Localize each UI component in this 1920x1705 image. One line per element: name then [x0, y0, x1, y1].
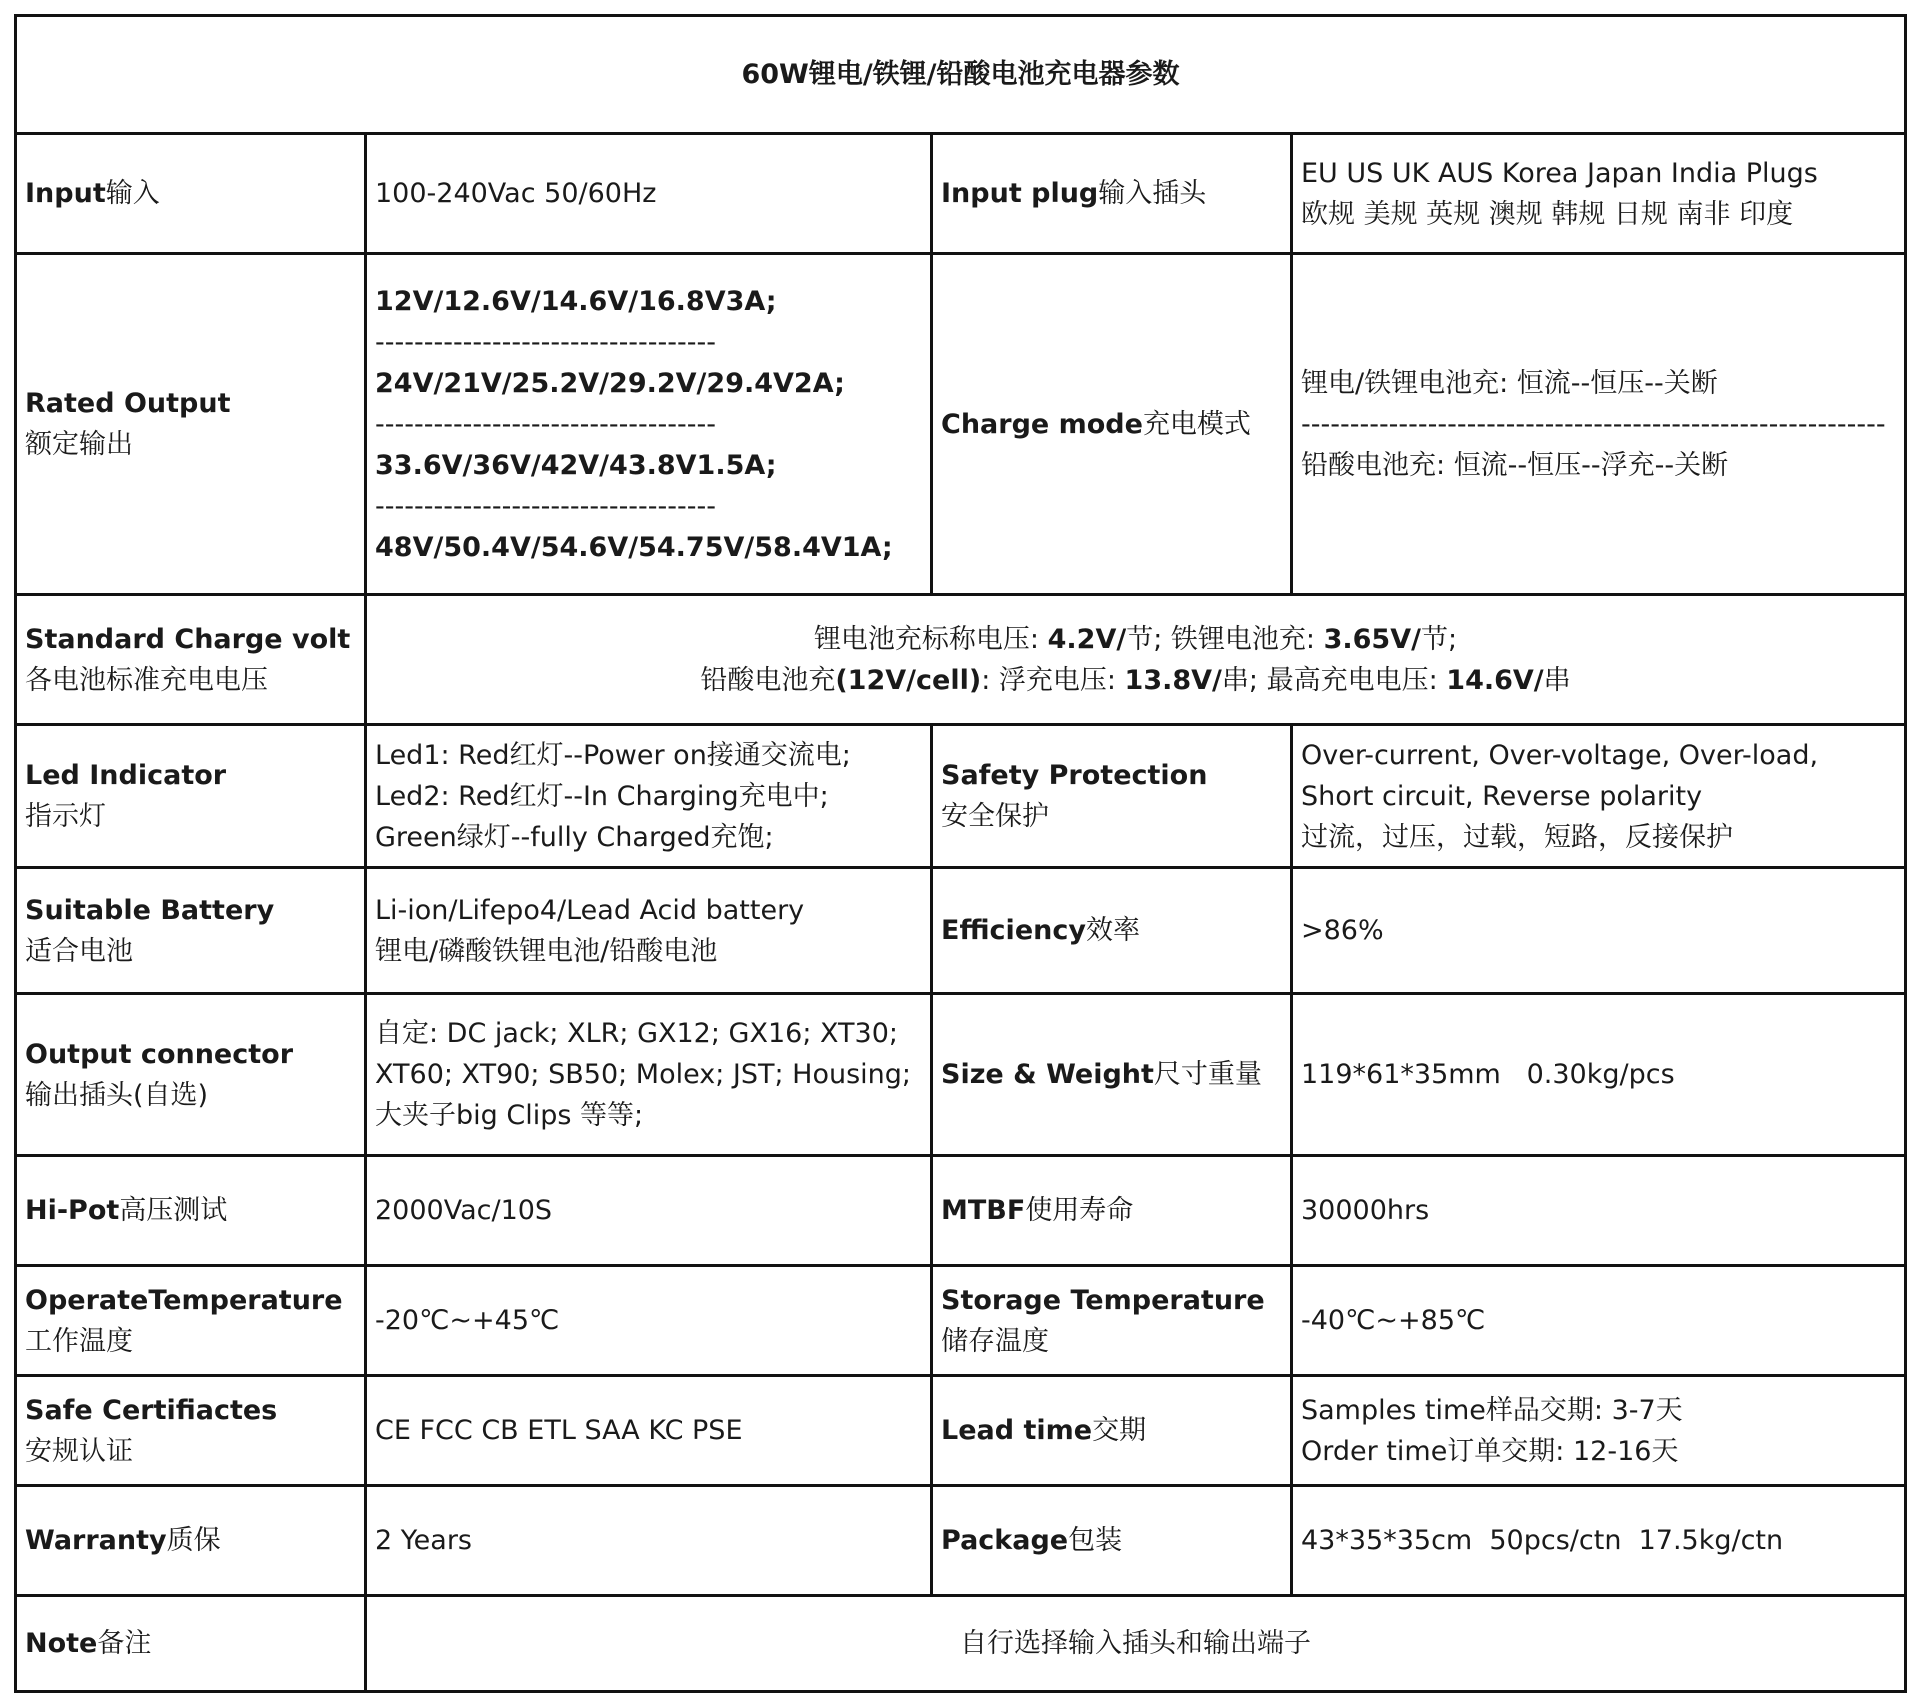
safety-label-cn: 安全保护 [941, 801, 1049, 832]
hipot-label-en: Hi-Pot [25, 1195, 120, 1226]
spec-table [14, 14, 1907, 1693]
led-line: Led2: Red红灯--In Charging充电中; [375, 780, 829, 812]
title-row [16, 16, 1906, 134]
led-value [366, 725, 932, 868]
led-label-en: Led Indicator [25, 760, 227, 791]
package-label [932, 1486, 1292, 1596]
operate-temp-label-en: OperateTemperature [25, 1284, 343, 1316]
std-value: 14.6V/ [1446, 664, 1544, 696]
cert-label-cn: 安规认证 [25, 1435, 133, 1467]
connector-value [366, 994, 932, 1156]
std-text: 铅酸电池充 [700, 664, 836, 696]
std-value: 3.65V/ [1323, 623, 1421, 655]
battery-label-en: Suitable Battery [25, 894, 275, 926]
input-value: 100-240Vac 50/60Hz [366, 134, 932, 254]
mtbf-label-cn: 使用寿命 [1025, 1195, 1134, 1226]
battery-line: 锂电/磷酸铁锂电池/铅酸电池 [375, 935, 718, 967]
std-text: 节; 铁锂电池充: [1126, 623, 1324, 655]
charge-mode-label-en: Charge mode [941, 408, 1143, 440]
size-label-en: Size & Weight [941, 1059, 1154, 1090]
std-text: : 浮充电压: [981, 664, 1125, 696]
spec-sheet [14, 14, 1904, 1689]
std-text: 节; [1420, 623, 1458, 655]
operate-temp-value: -20℃~+45℃ [366, 1266, 932, 1376]
charge-mode-prefix: 铅酸电池充: [1301, 449, 1454, 481]
storage-temp-label-cn: 储存温度 [941, 1325, 1049, 1357]
rated-output-divider: ----------------------------------- [375, 408, 716, 440]
std-text: 锂电池充标称电压: [813, 623, 1048, 655]
efficiency-label [932, 868, 1292, 994]
operate-temp-label-cn: 工作温度 [25, 1325, 133, 1357]
cert-label-en: Safe Certifiactes [25, 1394, 278, 1426]
charge-mode-line [1301, 445, 1896, 486]
efficiency-label-cn: 效率 [1085, 915, 1140, 946]
std-value: 13.8V/ [1124, 664, 1222, 696]
standard-charge-label-en: Standard Charge volt [25, 623, 351, 655]
row-hipot [16, 1156, 1906, 1266]
storage-temp-value: -40℃~+85℃ [1292, 1266, 1906, 1376]
row-warranty [16, 1486, 1906, 1596]
storage-temp-label-en: Storage Temperature [941, 1284, 1265, 1316]
row-connector [16, 994, 1906, 1156]
input-plug-label [932, 134, 1292, 254]
lead-time-line: Order time订单交期: 12-16天 [1301, 1435, 1679, 1467]
hipot-value: 2000Vac/10S [366, 1156, 932, 1266]
charge-mode-prefix: 锂电/铁锂电池充: [1301, 367, 1517, 399]
input-plug-line: 欧规 美规 英规 澳规 韩规 日规 南非 印度 [1301, 198, 1794, 230]
rated-output-line: 48V/50.4V/54.6V/54.75V/58.4V1A; [375, 531, 893, 563]
rated-output-label [16, 254, 366, 595]
note-label [16, 1596, 366, 1692]
hipot-label-cn: 高压测试 [119, 1195, 228, 1226]
package-value: 43*35*35cm 50pcs/ctn 17.5kg/ctn [1292, 1486, 1906, 1596]
safety-line: 过流，过压，过载，短路，反接保护 [1301, 821, 1733, 853]
note-label-cn: 备注 [97, 1628, 152, 1659]
note-label-en: Note [25, 1628, 98, 1659]
input-plug-line: EU US UK AUS Korea Japan India Plugs [1301, 157, 1818, 189]
hipot-label [16, 1156, 366, 1266]
charge-mode-line [1301, 363, 1896, 404]
charge-mode-label-cn: 充电模式 [1142, 408, 1251, 440]
connector-label-cn: 输出插头(自选) [25, 1079, 209, 1111]
row-standard-charge [16, 595, 1906, 725]
lead-time-label-cn: 交期 [1092, 1415, 1147, 1446]
rated-output-divider: ----------------------------------- [375, 490, 716, 522]
lead-time-value [1292, 1376, 1906, 1486]
input-plug-label-en: Input plug [941, 178, 1099, 209]
charge-mode-steps: 恒流--恒压--关断 [1516, 367, 1718, 399]
input-plug-label-cn: 输入插头 [1098, 178, 1207, 209]
lead-time-line: Samples time样品交期: 3-7天 [1301, 1394, 1683, 1426]
mtbf-label-en: MTBF [941, 1195, 1026, 1226]
charge-mode-label [932, 254, 1292, 595]
mtbf-label [932, 1156, 1292, 1266]
led-label-cn: 指示灯 [25, 801, 106, 832]
standard-charge-value [366, 595, 1906, 725]
rated-output-line: 33.6V/36V/42V/43.8V1.5A; [375, 449, 777, 481]
safety-line: Short circuit, Reverse polarity [1301, 780, 1703, 812]
battery-line: Li-ion/Lifepo4/Lead Acid battery [375, 894, 805, 926]
std-value: 4.2V/ [1047, 623, 1127, 655]
safety-line: Over-current, Over-voltage, Over-load, [1301, 739, 1819, 771]
lead-time-label-en: Lead time [941, 1415, 1093, 1446]
battery-value [366, 868, 932, 994]
charge-mode-steps: 恒流--恒压--浮充--关断 [1453, 449, 1729, 481]
row-battery [16, 868, 1906, 994]
std-text: 串 [1543, 664, 1571, 696]
size-value: 119*61*35mm 0.30kg/pcs [1292, 994, 1906, 1156]
charge-mode-divider: ------------------------------------------------------------ [1301, 408, 1886, 440]
input-label [16, 134, 366, 254]
led-label [16, 725, 366, 868]
row-temperature [16, 1266, 1906, 1376]
input-plug-value [1292, 134, 1906, 254]
package-label-cn: 包装 [1068, 1525, 1123, 1556]
battery-label [16, 868, 366, 994]
rated-output-value [366, 254, 932, 595]
std-value: (12V/cell) [835, 664, 982, 696]
efficiency-label-en: Efficiency [941, 915, 1086, 946]
connector-label [16, 994, 366, 1156]
rated-output-divider: ----------------------------------- [375, 326, 716, 358]
size-label [932, 994, 1292, 1156]
rated-output-label-en: Rated Output [25, 388, 231, 419]
mtbf-value: 30000hrs [1292, 1156, 1906, 1266]
note-value: 自行选择输入插头和输出端子 [366, 1596, 1906, 1692]
warranty-value: 2 Years [366, 1486, 932, 1596]
std-text: 串; 最高充电电压: [1221, 664, 1447, 696]
led-line: Led1: Red红灯--Power on接通交流电; [375, 739, 851, 771]
rated-output-line: 24V/21V/25.2V/29.2V/29.4V2A; [375, 367, 845, 399]
cert-label [16, 1376, 366, 1486]
safety-value [1292, 725, 1906, 868]
row-cert [16, 1376, 1906, 1486]
row-led [16, 725, 1906, 868]
row-input [16, 134, 1906, 254]
warranty-label-cn: 质保 [166, 1525, 221, 1556]
row-note [16, 1596, 1906, 1692]
charge-mode-value [1292, 254, 1906, 595]
rated-output-label-cn: 额定输出 [25, 429, 133, 460]
input-label-cn: 输入 [105, 178, 160, 209]
safety-label-en: Safety Protection [941, 760, 1208, 791]
safety-label [932, 725, 1292, 868]
connector-line: 自定: DC jack; XLR; GX12; GX16; XT30; [375, 1018, 898, 1049]
battery-label-cn: 适合电池 [25, 935, 133, 967]
row-rated-output [16, 254, 1906, 595]
standard-charge-line [375, 660, 1896, 701]
input-label-en: Input [25, 178, 106, 209]
led-line: Green绿灯--fully Charged充饱; [375, 821, 774, 853]
storage-temp-label [932, 1266, 1292, 1376]
connector-label-en: Output connector [25, 1038, 294, 1070]
cert-value: CE FCC CB ETL SAA KC PSE [366, 1376, 932, 1486]
standard-charge-label [16, 595, 366, 725]
efficiency-value: >86% [1292, 868, 1906, 994]
sheet-title: 60W锂电/铁锂/铅酸电池充电器参数 [16, 16, 1906, 134]
package-label-en: Package [941, 1525, 1069, 1556]
warranty-label-en: Warranty [25, 1525, 167, 1556]
standard-charge-line [375, 619, 1896, 660]
connector-line: 大夹子big Clips 等等; [375, 1100, 644, 1131]
rated-output-line: 12V/12.6V/14.6V/16.8V3A; [375, 285, 777, 317]
operate-temp-label [16, 1266, 366, 1376]
warranty-label [16, 1486, 366, 1596]
standard-charge-label-cn: 各电池标准充电电压 [25, 664, 268, 696]
connector-line: XT60; XT90; SB50; Molex; JST; Housing; [375, 1059, 912, 1090]
lead-time-label [932, 1376, 1292, 1486]
size-label-cn: 尺寸重量 [1153, 1059, 1262, 1090]
